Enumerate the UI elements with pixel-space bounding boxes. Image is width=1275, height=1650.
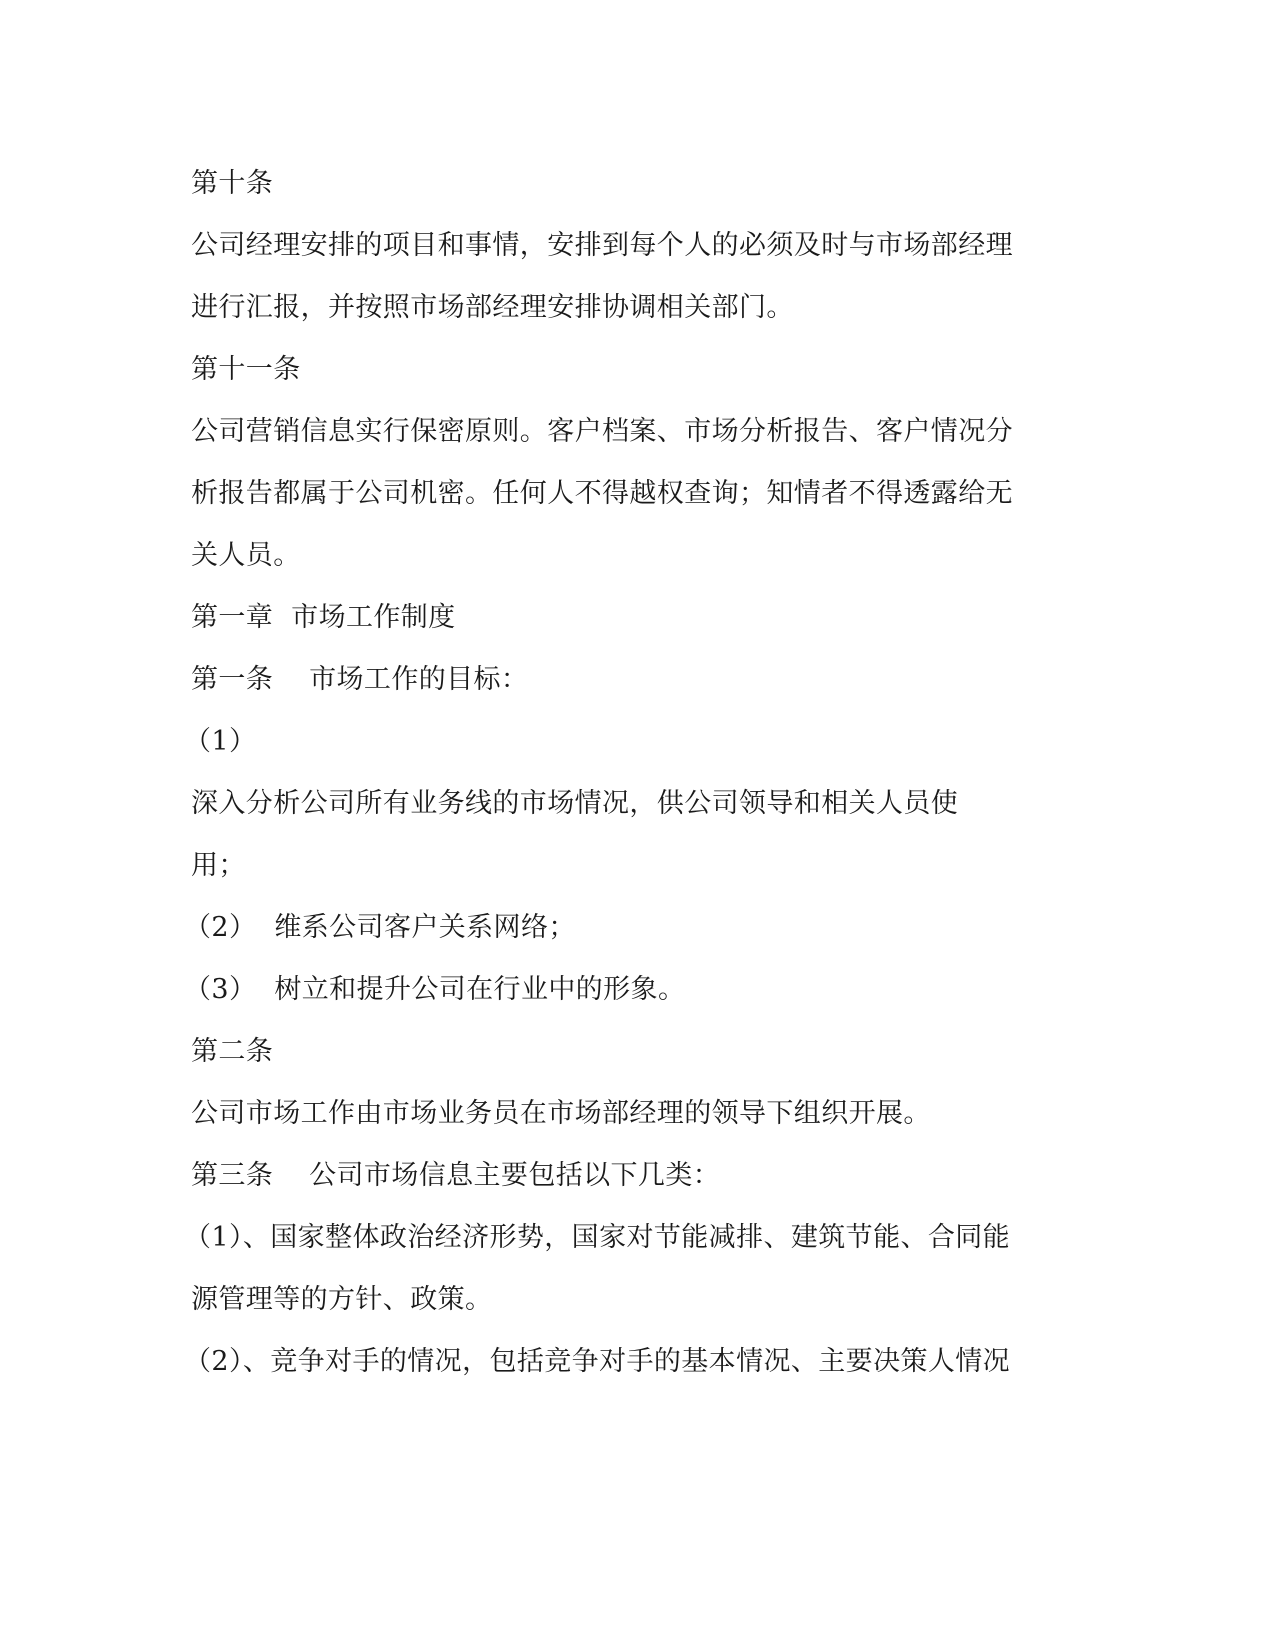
article-2-heading: 第二条 [191, 1036, 274, 1067]
paragraph-line: 公司营销信息实行保密原则。客户档案、市场分析报告、客户情况分 [191, 416, 1013, 447]
paragraph-line: 用； [191, 850, 246, 881]
paragraph-line: 进行汇报，并按照市场部经理安排协调相关部门。 [191, 292, 794, 323]
list-item-number: （1） [184, 726, 257, 757]
article-10-heading: 第十条 [191, 168, 274, 199]
paragraph-line: 析报告都属于公司机密。任何人不得越权查询；知情者不得透露给无 [191, 478, 1013, 509]
paragraph-line: 源管理等的方针、政策。 [191, 1284, 493, 1315]
article-11-heading: 第十一条 [191, 354, 301, 385]
chapter-1-heading: 第一章 市场工作制度 [191, 602, 456, 633]
paragraph-line: 公司市场工作由市场业务员在市场部经理的领导下组织开展。 [191, 1098, 931, 1129]
list-item: （3） 树立和提升公司在行业中的形象。 [184, 974, 686, 1005]
paragraph-line: 深入分析公司所有业务线的市场情况，供公司领导和相关人员使 [191, 788, 959, 819]
paragraph-line: 公司经理安排的项目和事情，安排到每个人的必须及时与市场部经理 [191, 230, 1013, 261]
paragraph-line: 关人员。 [191, 540, 301, 571]
list-item: （2） 维系公司客户关系网络； [184, 912, 576, 943]
article-1-heading: 第一条 市场工作的目标： [191, 664, 529, 695]
list-item: （1）、国家整体政治经济形势，国家对节能减排、建筑节能、合同能 [184, 1222, 1011, 1253]
article-3-heading: 第三条 公司市场信息主要包括以下几类： [191, 1160, 721, 1191]
list-item: （2）、竞争对手的情况，包括竞争对手的基本情况、主要决策人情况 [184, 1346, 1011, 1377]
